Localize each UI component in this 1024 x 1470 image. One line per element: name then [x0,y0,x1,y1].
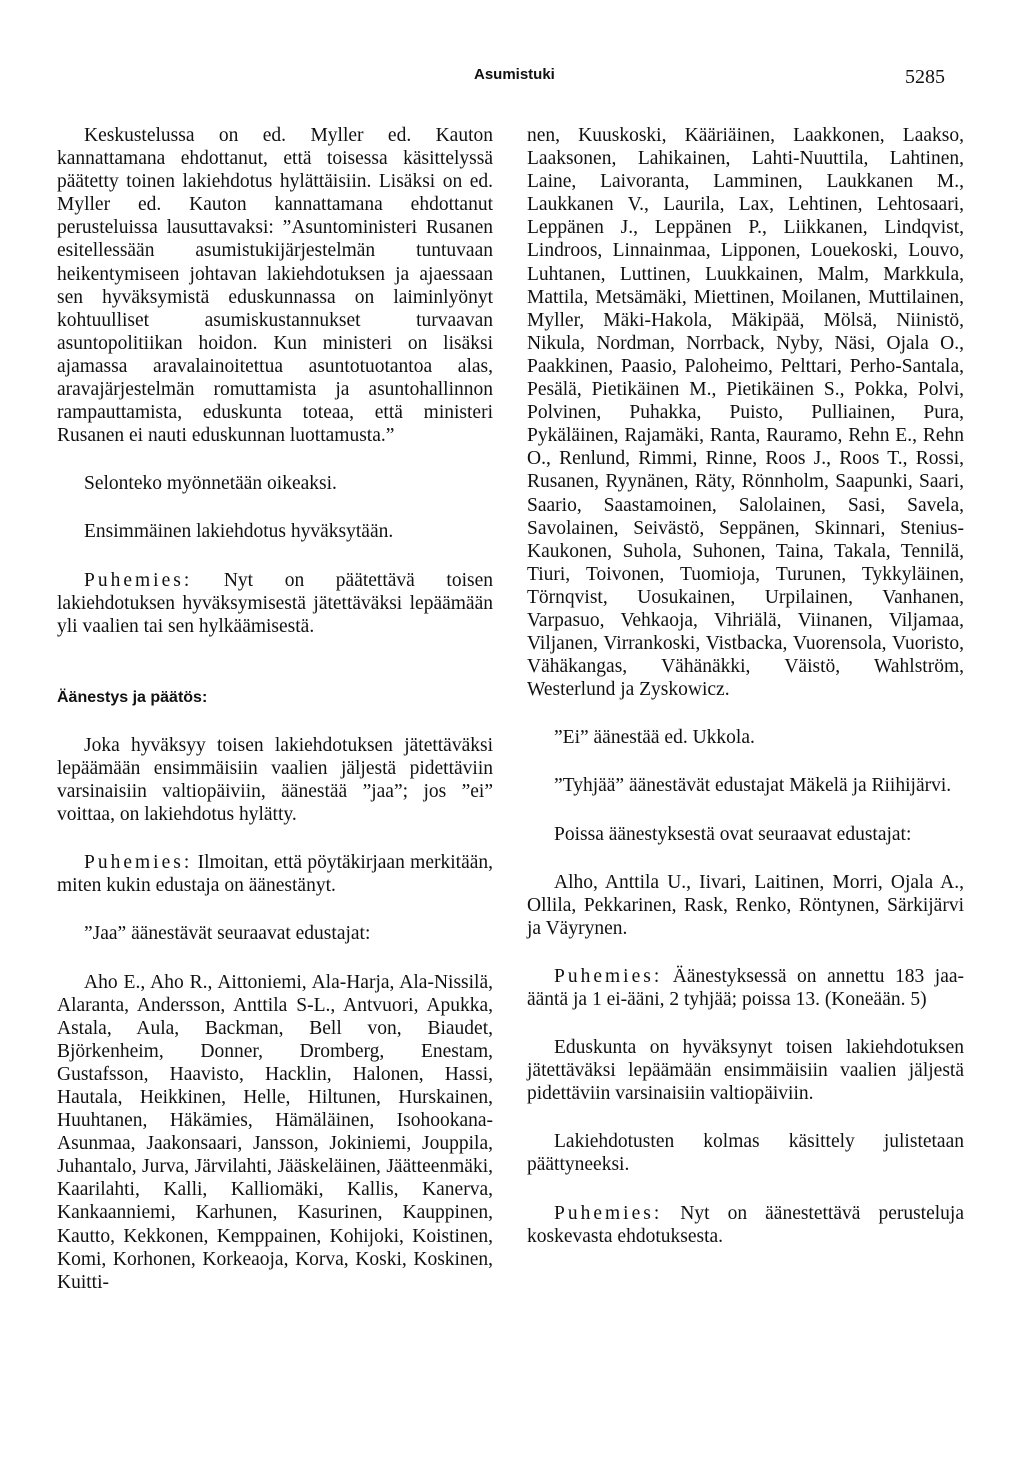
running-title: Asumistuki [474,66,555,83]
paragraph-next-vote [527,1202,964,1248]
paragraph-first-bill-approved: Ensimmäinen lakiehdotus hyväksytään. [84,521,394,543]
paragraph-yes-voters-list: Aho E., Aho R., Aittoniemi, Ala-Harja, Ala-Nissilä, Alaranta, Andersson, Anttila S-L., Antvuori, Apukka, Astala, Aula, Backman, Bell von, Biaudet, Björkenheim, Donner, Dromberg, Enestam, Gustafsson, Haavisto, Hacklin, Halonen, Hassi, Hautala, Heikkinen, Helle, Hiltunen, Hurskainen, Huuhtanen, Häkämies, Hämäläinen, Isohookana-Asunmaa, Jaakonsaari, Jansson, Jokiniemi, Jouppila, Juhantalo, Jurva, Järvilahti, Jääskeläinen, Jäätteenmäki, Kaarilahti, Kalli, Kalliomäki, Kallis, Kanerva, Kankaanniemi, Karhunen, Kasurinen, Kauppinen, Kautto, Kekkonen, Kemppainen, Kohijoki, Koistinen, Komi, Korhonen, Korkeaoja, Korva, Koski, Koskinen, Kuitti- [57,971,493,1293]
page-header [0,66,1024,96]
paragraph-report-approved: Selonteko myönnetään oikeaksi. [84,473,337,495]
section-heading: Äänestys ja päätös: [57,688,208,706]
paragraph-decision: Eduskunta on hyväksynyt toisen lakiehdotuksen jätettäväksi lepäämään ensimmäisiin vaalien jäljestä pidettäviin varsinaisiin valtiopäiviin. [527,1037,964,1105]
page-number: 5285 [905,66,945,88]
paragraph-third-reading-closed: Lakiehdotusten kolmas käsittely julistetaan päättyneeksi. [527,1131,964,1176]
speaker-text: Äänestyksessä on annettu 183 jaa-ääntä ja 1 ei-ääni, 2 tyhjää; poissa 13. (Koneään. 5) [527,965,964,1010]
paragraph-speaker-announcement [57,851,493,897]
paragraph-vote-result [527,965,964,1011]
speaker-text: Ilmoitan, että pöytäkirjaan merkitään, miten kukin edustaja on äänestänyt. [57,852,493,897]
speaker-label: Puhemies: [84,852,193,874]
speaker-label: Puhemies: [554,965,663,987]
paragraph-speaker-statement [57,569,493,638]
speaker-text: Nyt on äänestettävä perusteluja koskevasta ehdotuksesta. [527,1202,964,1247]
paragraph-yes-voters-intro: ”Jaa” äänestävät seuraavat edustajat: [84,923,371,945]
paragraph-yes-voters-list-continued: nen, Kuuskoski, Kääriäinen, Laakkonen, Laakso, Laaksonen, Lahikainen, Lahti-Nuuttila, Lahtinen, Laine, Laivoranta, Lamminen, Laukkanen M., Laukkanen V., Laurila, Lax, Lehtinen, Lehtosaari, Leppänen J., Leppänen P., Liikkanen, Lindqvist, Lindroos, Linnainmaa, Lipponen, Louekoski, Louvo, Luhtanen, Luttinen, Luukkainen, Malm, Markkula, Mattila, Metsämäki, Miettinen, Moilanen, Muttilainen, Myller, Mäki-Hakola, Mäkipää, Mölsä, Niinistö, Nikula, Nordman, Norrback, Nyby, Näsi, Ojala O., Paakkinen, Paasio, Paloheimo, Pelttari, Perho-Santala, Pesälä, Pietikäinen M., Pietikäinen S., Pokka, Polvi, Polvinen, Puhakka, Puisto, Pulliainen, Pura, Pykäläinen, Rajamäki, Ranta, Rauramo, Rehn E., Rehn O., Renlund, Rimmi, Rinne, Roos J., Roos T., Rossi, Rusanen, Ryynänen, Räty, Rönnholm, Saapunki, Saari, Saario, Saastamoinen, Salolainen, Sasi, Savela, Savolainen, Seivästö, Seppänen, Skinnari, Stenius-Kaukonen, Suhola, Suhonen, Taina, Takala, Tennilä, Tiuri, Toivonen, Tuomioja, Turunen, Tykkyläinen, Törnqvist, Uosukainen, Urpilainen, Vanhanen, Varpasuo, Vehkaoja, Vihriälä, Viinanen, Viljamaa, Viljanen, Virrankoski, Vistbacka, Vuorensola, Vuoristo, Vähäkangas, Vähänäkki, Väistö, Wahlström, Westerlund ja Zyskowicz. [527,125,964,701]
paragraph-absent-intro: Poissa äänestyksestä ovat seuraavat edustajat: [554,823,912,845]
speaker-label: Puhemies: [84,569,193,591]
paragraph-discussion: Keskustelussa on ed. Myller ed. Kauton kannattamana ehdottanut, että toisessa käsittelyssä päätetty toinen lakiehdotus hylättäisiin. Lisäksi on ed. Myller ed. Kauton kannattamana ehdottanut perusteluissa lausuttavaksi: ”Asuntoministeri Rusanen esitellessään asumistukijärjestelmän tuntuvaan heikentymiseen johtavan lakiehdotuksen ja ajaessaan sen hyväksymistä eduskunnassa on laiminlyönyt kohtuulliset asumiskustannukset turvaavan asuntopolitiikan hoidon. Kun ministeri on lisäksi ajamassa aravalainoitettua asuntotuotantoa alas, aravajärjestelmän romuttamista ja asuntohallinnon rampauttamista, eduskunta toteaa, että ministeri Rusanen ei nauti eduskunnan luottamusta.” [57,125,493,447]
speaker-text: Nyt on päätettävä toisen lakiehdotuksen hyväksymisestä jätettäväksi lepäämään yli vaalien tai sen hylkäämisestä. [57,569,493,637]
paragraph-vote-proposal: Joka hyväksyy toisen lakiehdotuksen jätettäväksi lepäämään ensimmäisiin vaalien jäljestä pidettäviin varsinaisiin valtiopäiviin, äänestää ”jaa”; jos ”ei” voittaa, on lakiehdotus hylätty. [57,734,493,826]
right-column [527,124,964,1248]
paragraph-absent-list: Alho, Anttila U., Iivari, Laitinen, Morri, Ojala A., Ollila, Pekkarinen, Rask, Renko, Röntynen, Särkijärvi ja Väyrynen. [527,871,964,939]
left-column [57,124,493,1294]
paragraph-no-vote: ”Ei” äänestää ed. Ukkola. [554,727,755,749]
speaker-label: Puhemies: [554,1202,663,1224]
paragraph-blank-votes: ”Tyhjää” äänestävät edustajat Mäkelä ja Riihijärvi. [554,775,952,797]
